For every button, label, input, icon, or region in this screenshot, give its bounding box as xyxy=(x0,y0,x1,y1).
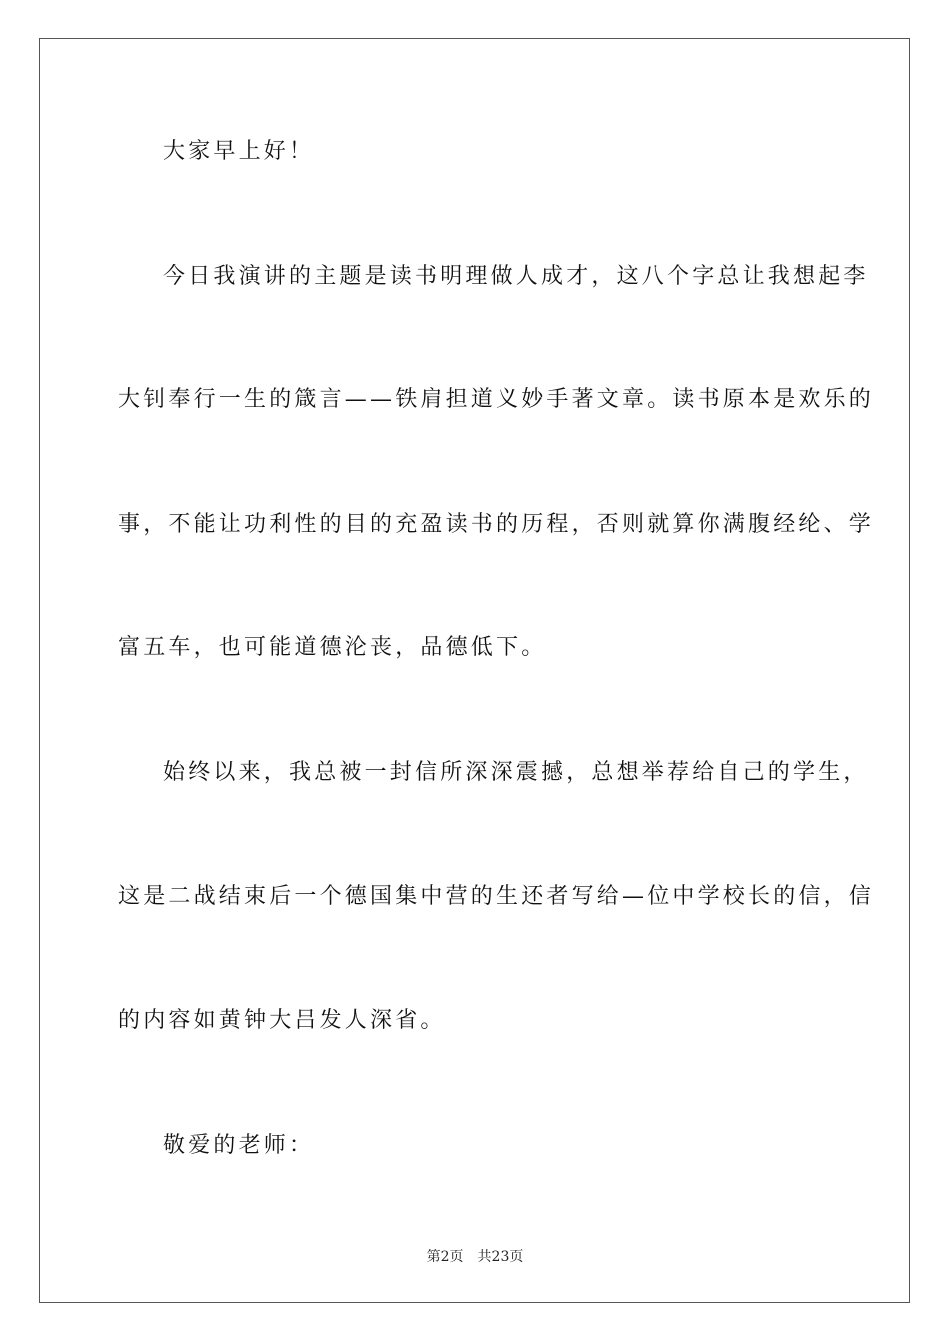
paragraph-line: 大钊奉行一生的箴言——铁肩担道义妙手著文章。读书原本是欢乐的 xyxy=(118,387,875,412)
page-footer xyxy=(0,1248,950,1266)
paragraph-line: 今日我演讲的主题是读书明理做人成才，这八个字总让我想起李 xyxy=(163,264,869,289)
page-total: 共23页 xyxy=(477,1249,524,1265)
paragraph-line: 的内容如黄钟大吕发人深省。 xyxy=(118,1008,446,1033)
paragraph-line: 始终以来，我总被一封信所深深震撼，总想举荐给自己的学生， xyxy=(163,760,869,785)
page-number: 第2页 xyxy=(426,1249,464,1265)
paragraph-line: 这是二战结束后一个德国集中营的生还者写给—位中学校长的信，信 xyxy=(118,884,875,909)
salutation-line: 敬爱的老师： xyxy=(163,1133,315,1158)
greeting-line: 大家早上好！ xyxy=(163,139,315,164)
paragraph-line: 事，不能让功利性的目的充盈读书的历程，否则就算你满腹经纶、学 xyxy=(118,512,875,537)
page-border xyxy=(39,38,910,1303)
paragraph-line: 富五车，也可能道德沦丧，品德低下。 xyxy=(118,635,547,660)
